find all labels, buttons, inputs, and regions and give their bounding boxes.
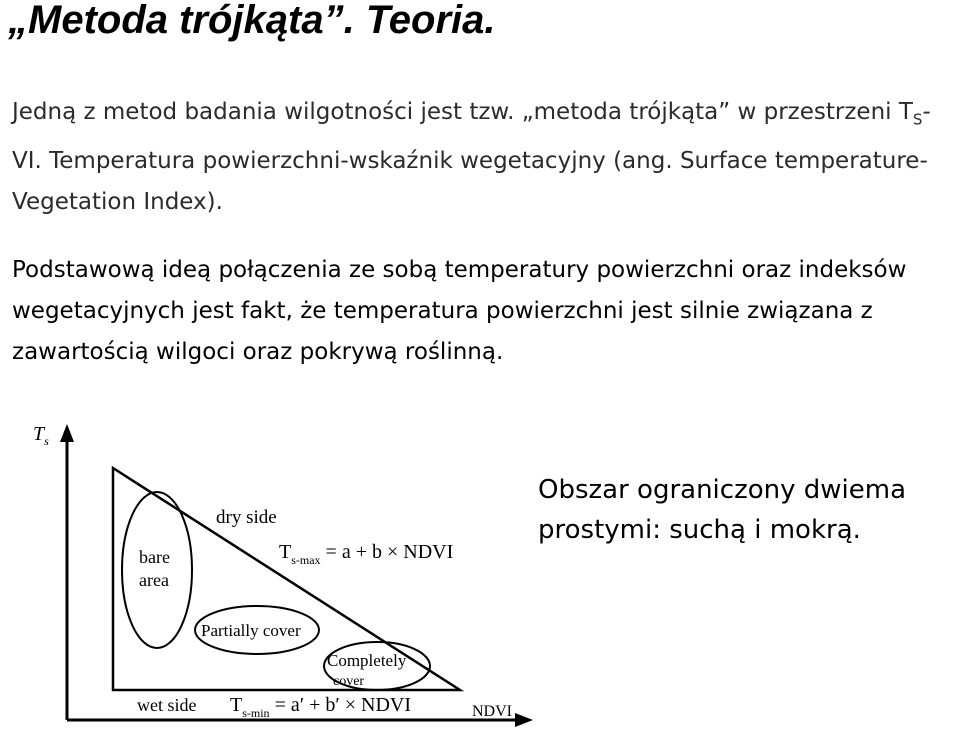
wet-eq-main: T: [230, 694, 243, 716]
intro-paragraph: [12, 92, 957, 223]
y-axis-label: [33, 423, 49, 448]
dry-eq-sub: s-max: [291, 553, 321, 567]
complete-cover-label: Completely: [327, 651, 407, 670]
bare-label: bare: [139, 547, 170, 567]
intro-text-end: -VI. Temperatura powierzchni-wskaźnik wegetacyjny (ang. Surface temperature-Vegetation Index).: [12, 99, 931, 215]
y-axis-arrow: [60, 424, 74, 442]
y-axis-main: T: [33, 423, 45, 445]
intro-subscript: S: [912, 110, 923, 129]
intro-text-start: Jedną z metod badania wilgotności jest tzw. „metoda trójkąta” w przestrzeni T: [12, 99, 913, 125]
wet-side-equation: [230, 694, 411, 720]
note-text: Obszar ograniczony dwiema prostymi: suchą i mokrą.: [538, 475, 907, 545]
dry-eq-rhs: = a + b × NDVI: [320, 541, 454, 563]
triangle-diagram: [25, 420, 535, 735]
area-label-text: area: [139, 570, 169, 590]
y-axis-sub: s: [44, 434, 49, 448]
dry-side-equation: [279, 541, 453, 567]
partial-cover-label: Partially cover: [201, 621, 301, 640]
wet-eq-sub: s-min: [242, 706, 270, 720]
wet-side-label: wet side: [137, 695, 197, 715]
dry-side-label: dry side: [216, 507, 277, 528]
wet-eq-rhs: = a′ + b′ × NDVI: [269, 694, 412, 716]
x-axis-label: NDVI: [472, 703, 512, 720]
dry-eq-main: T: [279, 541, 292, 563]
x-axis-arrow: [515, 713, 533, 727]
body-paragraph: Podstawową ideą połączenia ze sobą temperatury powierzchni oraz indeksów wegetacyjnych jest fakt, że temperatura powierzchni jest silnie związana z zawartością wilgoci oraz pokrywą roślinną.: [12, 257, 907, 365]
slide-title: „Metoda trójkąta”. Teoria.: [8, 0, 496, 42]
complete-cover-label-2: cover: [333, 674, 365, 689]
